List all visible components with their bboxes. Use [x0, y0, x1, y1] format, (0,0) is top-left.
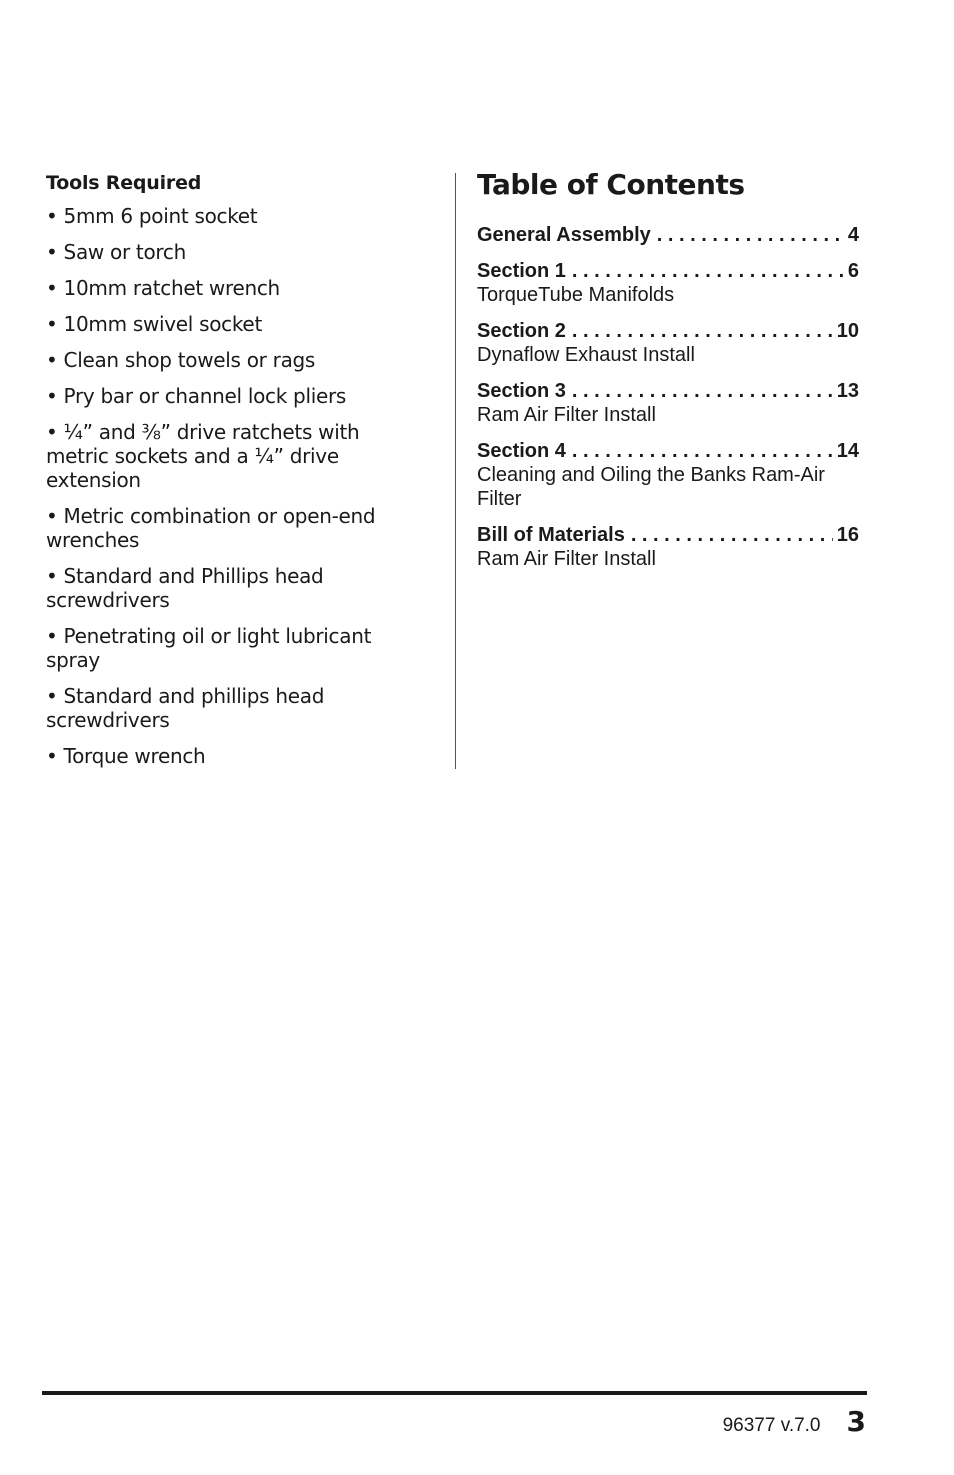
- toc-entry-section-2[interactable]: [477, 319, 859, 367]
- tools-required-column: [46, 172, 426, 780]
- tool-item: • ¼” and ⅜” drive ratchets with metric sockets and a ¼” drive extension: [46, 420, 360, 492]
- column-divider: [455, 173, 456, 769]
- toc-entry-general-assembly[interactable]: [477, 223, 859, 247]
- toc-entry-subtitle: TorqueTube Manifolds: [477, 284, 675, 306]
- tools-heading: Tools Required: [46, 172, 202, 194]
- tool-item: • Clean shop towels or rags: [46, 348, 316, 372]
- toc-entry-subtitle: Ram Air Filter Install: [477, 404, 656, 426]
- tool-item: • 10mm ratchet wrench: [46, 276, 280, 300]
- tool-item: • Pry bar or channel lock pliers: [46, 384, 347, 408]
- tool-item: • Standard and phillips head screwdrivers: [46, 684, 325, 732]
- tool-item: • Saw or torch: [46, 240, 186, 264]
- page-footer: [723, 1405, 866, 1438]
- toc-entry-label: Bill of Materials: [477, 524, 625, 546]
- document-version: 96377 v.7.0: [722, 1415, 821, 1436]
- toc-leader-dots: [572, 259, 844, 283]
- toc-entry-section-3[interactable]: [477, 379, 859, 427]
- toc-title: Table of Contents: [477, 168, 745, 201]
- toc-entry-page: 4: [847, 224, 859, 246]
- toc-entry-label: Section 2: [477, 320, 566, 342]
- toc-entry-subtitle: Ram Air Filter Install: [477, 548, 656, 570]
- tool-item: • 5mm 6 point socket: [46, 204, 258, 228]
- toc-entry-bill-of-materials[interactable]: [477, 523, 859, 571]
- table-of-contents: [477, 168, 859, 583]
- toc-entry-page: 16: [836, 524, 859, 546]
- toc-entry-page: 10: [836, 320, 859, 342]
- toc-entry-page: 14: [836, 440, 859, 462]
- toc-entry-subtitle: Dynaflow Exhaust Install: [477, 344, 695, 366]
- tool-item: • Standard and Phillips head screwdrivers: [46, 564, 324, 612]
- toc-leader-dots: [657, 223, 844, 247]
- toc-entry-subtitle: Cleaning and Oiling the Banks Ram-Air Filter: [477, 464, 825, 510]
- toc-leader-dots: [631, 523, 833, 547]
- toc-entry-label: General Assembly: [477, 224, 651, 246]
- tool-item: • Penetrating oil or light lubricant spray: [46, 624, 372, 672]
- tools-list: [46, 204, 426, 768]
- toc-leader-dots: [572, 439, 833, 463]
- tool-item: • Torque wrench: [46, 744, 206, 768]
- footer-rule: [42, 1391, 867, 1395]
- tool-item: • Metric combination or open-end wrenches: [46, 504, 376, 552]
- toc-entry-section-1[interactable]: [477, 259, 859, 307]
- toc-entry-page: 13: [836, 380, 859, 402]
- toc-entry-page: 6: [847, 260, 859, 282]
- tool-item: • 10mm swivel socket: [46, 312, 262, 336]
- toc-entry-label: Section 3: [477, 380, 566, 402]
- toc-entry-label: Section 1: [477, 260, 566, 282]
- toc-entry-label: Section 4: [477, 440, 566, 462]
- toc-leader-dots: [572, 379, 833, 403]
- toc-leader-dots: [572, 319, 833, 343]
- page-number: 3: [846, 1405, 866, 1438]
- toc-entry-section-4[interactable]: [477, 439, 859, 511]
